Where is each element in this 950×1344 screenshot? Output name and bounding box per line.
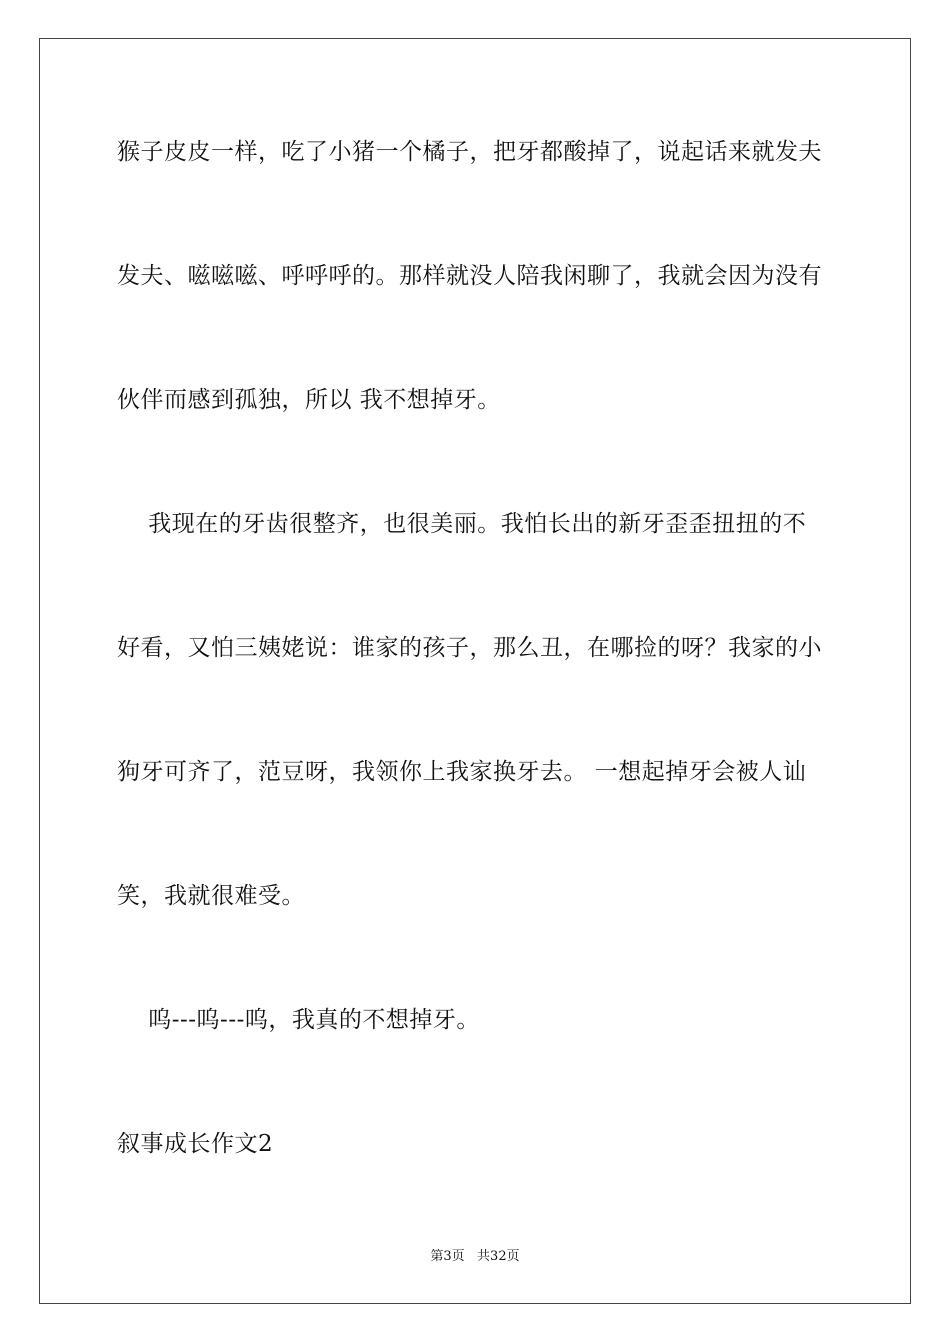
text-line: 笑，我就很难受。	[117, 883, 305, 909]
text-line: 狗牙可齐了，范豆呀，我领你上我家换牙去。 一想起掉牙会被人讪	[117, 759, 807, 785]
text-line: 我现在的牙齿很整齐，也很美丽。我怕长出的新牙歪歪扭扭的不	[117, 511, 807, 537]
text-line: 发夫、嗞嗞嗞、呼呼呼的。那样就没人陪我闲聊了，我就会因为没有	[117, 263, 822, 289]
page-border	[39, 38, 911, 1304]
section-heading: 叙事成长作文2	[117, 1131, 274, 1157]
text-line: 伙伴而感到孤独，所以 我不想掉牙。	[117, 387, 501, 413]
page-number-footer: 第3页 共32页	[430, 1249, 520, 1264]
text-line: 呜---呜---呜，我真的不想掉牙。	[117, 1007, 480, 1033]
text-line: 好看，又怕三姨姥说：谁家的孩子，那么丑，在哪捡的呀？我家的小	[117, 635, 822, 661]
text-line: 猴子皮皮一样，吃了小猪一个橘子，把牙都酸掉了，说起话来就发夫	[117, 139, 822, 165]
